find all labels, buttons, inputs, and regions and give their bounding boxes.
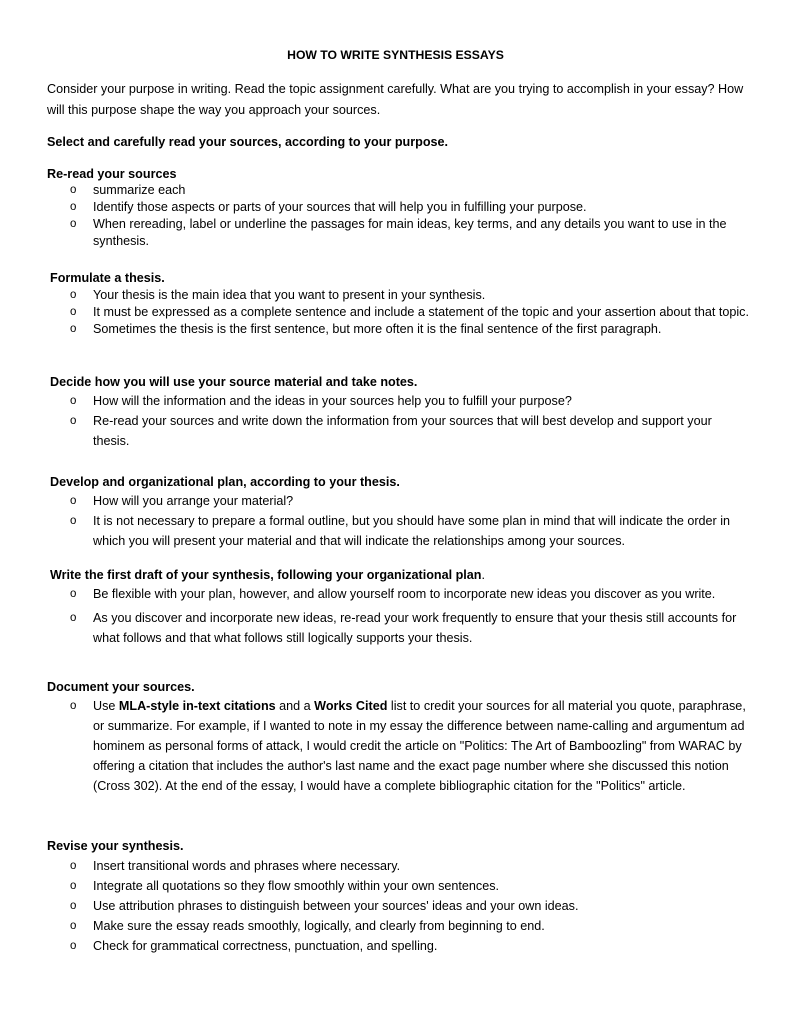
plan-list bbox=[70, 491, 750, 551]
thesis-list bbox=[70, 287, 750, 338]
document-heading: Document your sources. bbox=[47, 680, 195, 694]
list-item: o Insert transitional words and phrases where necessary. bbox=[70, 856, 750, 876]
document-title: HOW TO WRITE SYNTHESIS ESSAYS bbox=[287, 48, 504, 62]
list-item: o How will you arrange your material? bbox=[70, 491, 750, 511]
select-sources-heading: Select and carefully read your sources, according to your purpose. bbox=[47, 135, 449, 149]
revise-heading: Revise your synthesis. bbox=[47, 839, 184, 853]
revise-list bbox=[70, 856, 750, 956]
list-item: o Your thesis is the main idea that you want to present in your synthesis. bbox=[70, 287, 750, 304]
works-cited-term: Works Cited bbox=[314, 699, 388, 713]
list-item: o It must be expressed as a complete sentence and include a statement of the topic and your assertion about that topic. bbox=[70, 304, 750, 321]
list-item: o It is not necessary to prepare a formal outline, but you should have some plan in mind that will indicate the order in which you will present your material and that will indicate the relationships among your sources. bbox=[70, 511, 750, 551]
list-item: o How will the information and the ideas in your sources help you to fulfill your purpose? bbox=[70, 391, 750, 411]
reread-list bbox=[70, 182, 750, 250]
list-item: o Sometimes the thesis is the first sentence, but more often it is the final sentence of the first paragraph. bbox=[70, 321, 750, 338]
list-item: o Make sure the essay reads smoothly, logically, and clearly from beginning to end. bbox=[70, 916, 750, 936]
intro-paragraph: Consider your purpose in writing. Read the topic assignment carefully. What are you trying to accomplish in your essay? How will this purpose shape the way you approach your sources. bbox=[47, 82, 744, 117]
list-item bbox=[70, 696, 750, 796]
list-item: o Be flexible with your plan, however, and allow yourself room to incorporate new ideas you discover as you write. bbox=[70, 584, 750, 604]
document-item-rest: list to credit your sources for all material you quote, paraphrase, or summarize. For example, if I wanted to note in my essay the difference between name-calling and argumentum ad hominem as personal forms of attack, I would credit the article on "Politics: The Art of Bamboozling" from WARAC by offering a citation that includes the author's last name and the exact page number where she discussed this notion (Cross 302). At the end of the essay, I would have a complete bibliographic citation for the "Politics" article. bbox=[93, 699, 746, 793]
list-item: o Use attribution phrases to distinguish between your sources' ideas and your own ideas. bbox=[70, 896, 750, 916]
list-item: o Re-read your sources and write down the information from your sources that will best develop and support your thesis. bbox=[70, 411, 750, 451]
decide-heading: Decide how you will use your source material and take notes. bbox=[50, 375, 418, 389]
mla-citations-term: MLA-style in-text citations bbox=[118, 699, 276, 713]
document-item-prefix: Use bbox=[93, 699, 119, 713]
list-item: o Check for grammatical correctness, punctuation, and spelling. bbox=[70, 936, 750, 956]
list-item: o When rereading, label or underline the passages for main ideas, key terms, and any details you want to use in the synthesis. bbox=[70, 216, 750, 250]
thesis-heading: Formulate a thesis. bbox=[50, 271, 165, 285]
document-list bbox=[70, 696, 750, 796]
list-item: o Integrate all quotations so they flow smoothly within your own sentences. bbox=[70, 876, 750, 896]
reread-heading: Re-read your sources bbox=[47, 167, 177, 181]
list-item: o summarize each bbox=[70, 182, 750, 199]
draft-list bbox=[70, 584, 750, 648]
draft-heading bbox=[50, 567, 485, 584]
list-item: o Identify those aspects or parts of your sources that will help you in fulfilling your purpose. bbox=[70, 199, 750, 216]
plan-heading: Develop and organizational plan, according to your thesis. bbox=[50, 475, 400, 489]
list-item: o As you discover and incorporate new ideas, re-read your work frequently to ensure that your thesis still accounts for what follows and that what follows still logically supports your thesis. bbox=[70, 608, 750, 648]
draft-heading-period: . bbox=[481, 568, 485, 582]
draft-heading-text: Write the first draft of your synthesis, following your organizational plan bbox=[50, 568, 482, 582]
document-item-mid: and a bbox=[275, 699, 315, 713]
decide-list bbox=[70, 391, 750, 451]
